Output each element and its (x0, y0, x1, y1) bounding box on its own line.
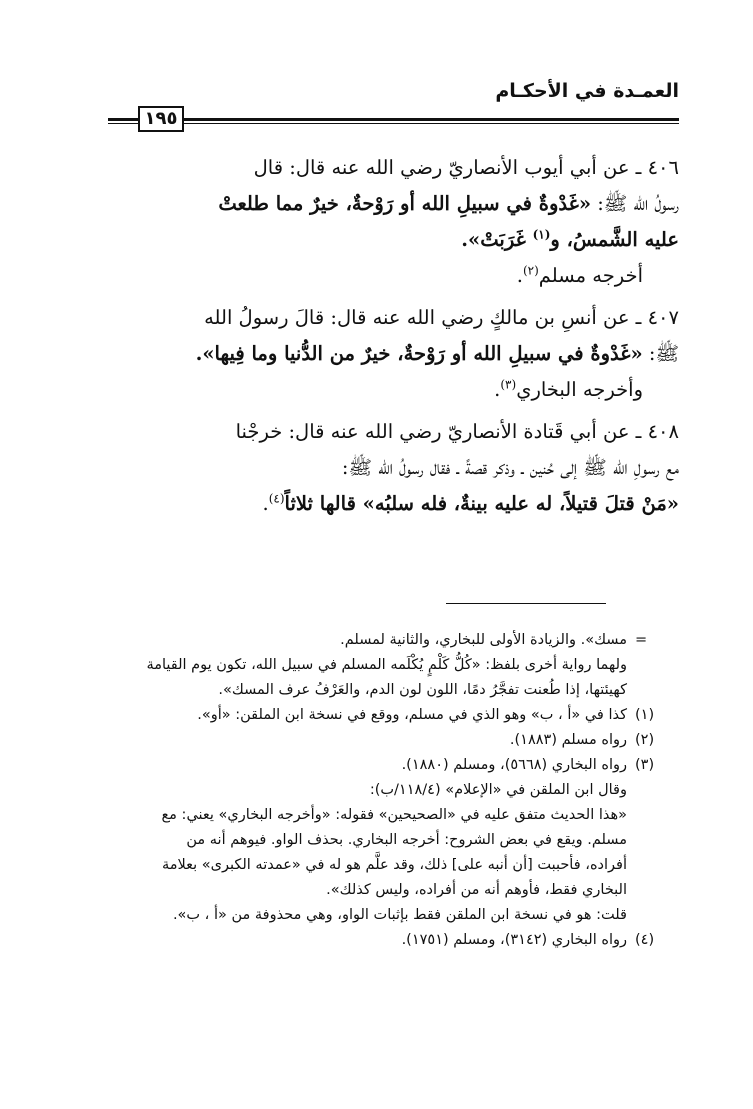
hadith-407 (80, 300, 679, 408)
footnote-continuation (60, 678, 679, 703)
footnote-text: قلت: هو في نسخة ابن الملقن فقط بإثبات الواو، وهي محذوفة من «أ ، ب». (172, 907, 627, 923)
footnote-text: «هذا الحديث متفق عليه في «الصحيحين» فقوله: «وأخرجه البخاري» يعني: مع (161, 807, 627, 823)
footnote-2 (60, 728, 679, 753)
main-text (80, 150, 679, 528)
hadith-line (80, 336, 679, 372)
footnote-ref: (٢) (522, 263, 539, 278)
hadith-406 (80, 150, 679, 294)
footnote-text: رواه البخاري (٥٦٦٨)، ومسلم (١٨٨٠). (401, 757, 627, 773)
footnote-text: مسك». والزيادة الأولى للبخاري، والثانية لمسلم. (340, 632, 627, 648)
footnote-text: رواه البخاري (٣١٤٢)، ومسلم (١٧٥١). (401, 932, 627, 948)
hadith-quote: «غَدْوةٌ في سبيلِ الله أو رَوْحةٌ، خيرٌ من الدُّنيا وما فِيها». (195, 342, 643, 365)
footnote-1 (60, 703, 679, 728)
footnote-mark: (٤) (635, 932, 655, 948)
hadith-line: ٤٠٨ ـ عن أبي قَتادة الأنصاريّ رضي الله عنه قال: خرجْنا (235, 420, 679, 443)
hadith-line: ٤٠٦ ـ عن أبي أيوب الأنصاريّ رضي الله عنه قال: قال (253, 156, 679, 179)
header-rule-short (108, 118, 138, 124)
running-title: العمـدة في الأحكـام (495, 80, 679, 102)
footnote-separator (446, 603, 606, 604)
hadith-text: رسولُ الله ﷺ: (591, 192, 679, 215)
source-text: أخرجه مسلم (538, 264, 643, 287)
header-rule (180, 118, 679, 124)
footnote-3 (60, 753, 679, 778)
footnote-text: كهيئتها، إذا طُعنت تفجَّرُ دمًا، اللون لون الدم، والعَرْفُ عرف المسك». (218, 682, 627, 698)
hadith-line (80, 486, 679, 522)
footnote-ref: (١) (532, 227, 551, 242)
footnote-mark: (١) (635, 707, 655, 723)
footnote-text: أفراده، فأحببت [أن أنبه على] ذلك، وقد علَّم هو له في «عمدته الكبرى» بعلامة (161, 857, 627, 873)
footnote-text: مسلم. ويقع في بعض الشروح: أخرجه البخاري. بحذف الواو. فيوهم أنه من (186, 832, 627, 848)
footnote-ref: (٣) (500, 377, 517, 392)
period: . (262, 492, 269, 515)
hadith-quote: «مَنْ قتلَ قتيلاً، له عليه بينةٌ، فله سلبُه» قالها ثلاثاً (284, 492, 679, 515)
period: . (516, 264, 523, 287)
hadith-line (80, 186, 679, 222)
hadith-quote: «غَدْوةٌ في سبيلِ الله أو رَوْحةٌ، خيرٌ مما طلعتْ (218, 192, 592, 215)
footnotes (60, 628, 679, 953)
period: . (494, 378, 501, 401)
hadith-line (80, 222, 679, 258)
hadith-line: مع رسولِ الله ﷺ إلى حُنين ـ وذكر قصةً ـ فقال رسولُ الله ﷺ: (341, 456, 679, 479)
footnote-text: البخاري فقط، فأوهم أنه من أفراده، وليس كذلك». (326, 882, 627, 898)
footnote-text: كذا في «أ ، ب» وهو الذي في مسلم، ووقع في نسخة ابن الملقن: «أو». (197, 707, 627, 723)
hadith-408 (80, 414, 679, 522)
hadith-quote: غَرَبَتْ». (461, 228, 533, 251)
footnote-text: وقال ابن الملقن في «الإعلام» (١١٨/٤/ب): (369, 782, 627, 798)
hadith-line: ٤٠٧ ـ عن أنسِ بن مالكٍ رضي الله عنه قال: قالَ رسولُ الله (204, 306, 679, 329)
source-text: وأخرجه البخاري (516, 378, 643, 401)
footnote-4 (60, 928, 679, 953)
hadith-text: ﷺ: (642, 342, 679, 365)
footnote-continuation (60, 628, 679, 653)
page-number: ١٩٥ (138, 106, 184, 132)
footnote-mark: = (635, 632, 648, 648)
footnote-continuation (60, 653, 679, 678)
footnote-text: ولهما رواية أخرى بلفظ: «كُلُّ كَلْمٍ يُكْلَمه المسلم في سبيل الله، تكون يوم القيامة (146, 657, 627, 673)
source-line (80, 258, 679, 294)
hadith-quote: عليه الشَّمسُ، و (550, 228, 679, 251)
footnote-mark: (٢) (635, 732, 655, 748)
footnote-mark: (٣) (635, 757, 655, 773)
source-line (80, 372, 679, 408)
footnote-ref: (٤) (268, 491, 285, 506)
footnote-text: رواه مسلم (١٨٨٣). (509, 732, 627, 748)
